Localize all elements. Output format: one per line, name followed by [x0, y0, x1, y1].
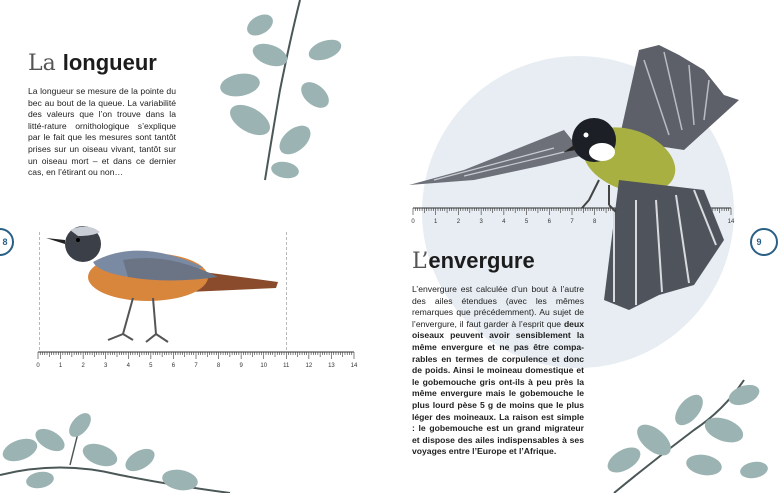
redstart-bird-illustration: [38, 222, 288, 352]
ruler-label: 6: [171, 363, 176, 369]
ruler-label: 8: [216, 363, 221, 369]
left-page: [0, 0, 384, 493]
ruler-label: 14: [727, 219, 735, 225]
title-article: L’: [412, 249, 429, 274]
page-title-length: [28, 50, 157, 76]
ruler-label: 11: [283, 363, 290, 369]
ruler-label: 6: [547, 219, 551, 225]
ruler-label: 8: [593, 219, 597, 225]
page-number: 9: [756, 237, 762, 247]
title-word: envergure: [428, 248, 535, 273]
page-title-wingspan: [412, 248, 535, 274]
length-start-marker: [39, 232, 40, 350]
ruler-label: 14: [350, 363, 358, 369]
ruler-label: 4: [126, 363, 130, 369]
ruler-label: 13: [328, 363, 335, 369]
title-word: longueur: [62, 50, 157, 75]
wingspan-paragraph: [412, 284, 584, 458]
ruler-label: 0: [36, 363, 40, 369]
paragraph-part-bold: deux oiseaux peuvent avoir sensiblement la même envergure et ne pas être compa-rables en termes de corpulence et donc de poids. Ainsi le moineau domestique et le gobemouche gris ont-ils à peu près la même envergure mais le gobemouche le plus lourd pèse 5 g de moins que le plus léger des moineaux. La raison est simple : le gobemouche est un grand migrateur et dispose des ailes indispensables à ses voyages entre l’Europe et l’Afrique.: [412, 318, 584, 457]
ruler-label: 4: [502, 219, 506, 225]
ruler-label: 9: [239, 363, 243, 369]
page-number: 8: [2, 237, 8, 247]
ruler-label: 12: [305, 363, 313, 369]
page-number-tab: [750, 228, 778, 256]
right-page: [384, 0, 768, 493]
ruler-label: 5: [524, 219, 529, 225]
title-article: La: [28, 51, 56, 76]
ruler-label: 3: [479, 219, 483, 225]
ruler-label: 7: [194, 363, 198, 369]
length-end-marker: [286, 232, 287, 350]
leafy-branch-icon: [594, 370, 768, 493]
page-number-tab: [0, 228, 14, 256]
ruler-label: 0: [411, 219, 415, 225]
ruler-left: [36, 350, 356, 370]
ruler-label: 5: [149, 363, 153, 369]
ruler-label: 7: [570, 219, 574, 225]
ruler-label: 1: [58, 363, 63, 369]
ruler-label: 1: [434, 219, 438, 225]
leafy-branch-icon: [205, 0, 384, 185]
length-paragraph: La longueur se mesure de la pointe du bec au bout de la queue. La variabilité des valeurs que l’on trouve dans la litté-rature ornithologique s’explique par le fait que les mesures sont tantôt prises sur un oiseau vivant, tantôt sur un oiseau mort – et dans ce dernier cas, en l’étirant ou non…: [28, 86, 176, 178]
paragraph-part-normal: L’envergure est calculée d’un bout à l’autre des ailes étendues (avec les mêmes remarques que précédemment). Au sujet de l’envergure, il faut garder à l’esprit que: [412, 284, 584, 329]
ruler-label: 3: [104, 363, 108, 369]
ruler-label: 2: [456, 219, 461, 225]
ruler-label: 10: [260, 363, 268, 369]
ruler-label: 2: [81, 363, 85, 369]
great-tit-bird-illustration: [404, 40, 744, 320]
leafy-branch-icon: [0, 405, 250, 493]
